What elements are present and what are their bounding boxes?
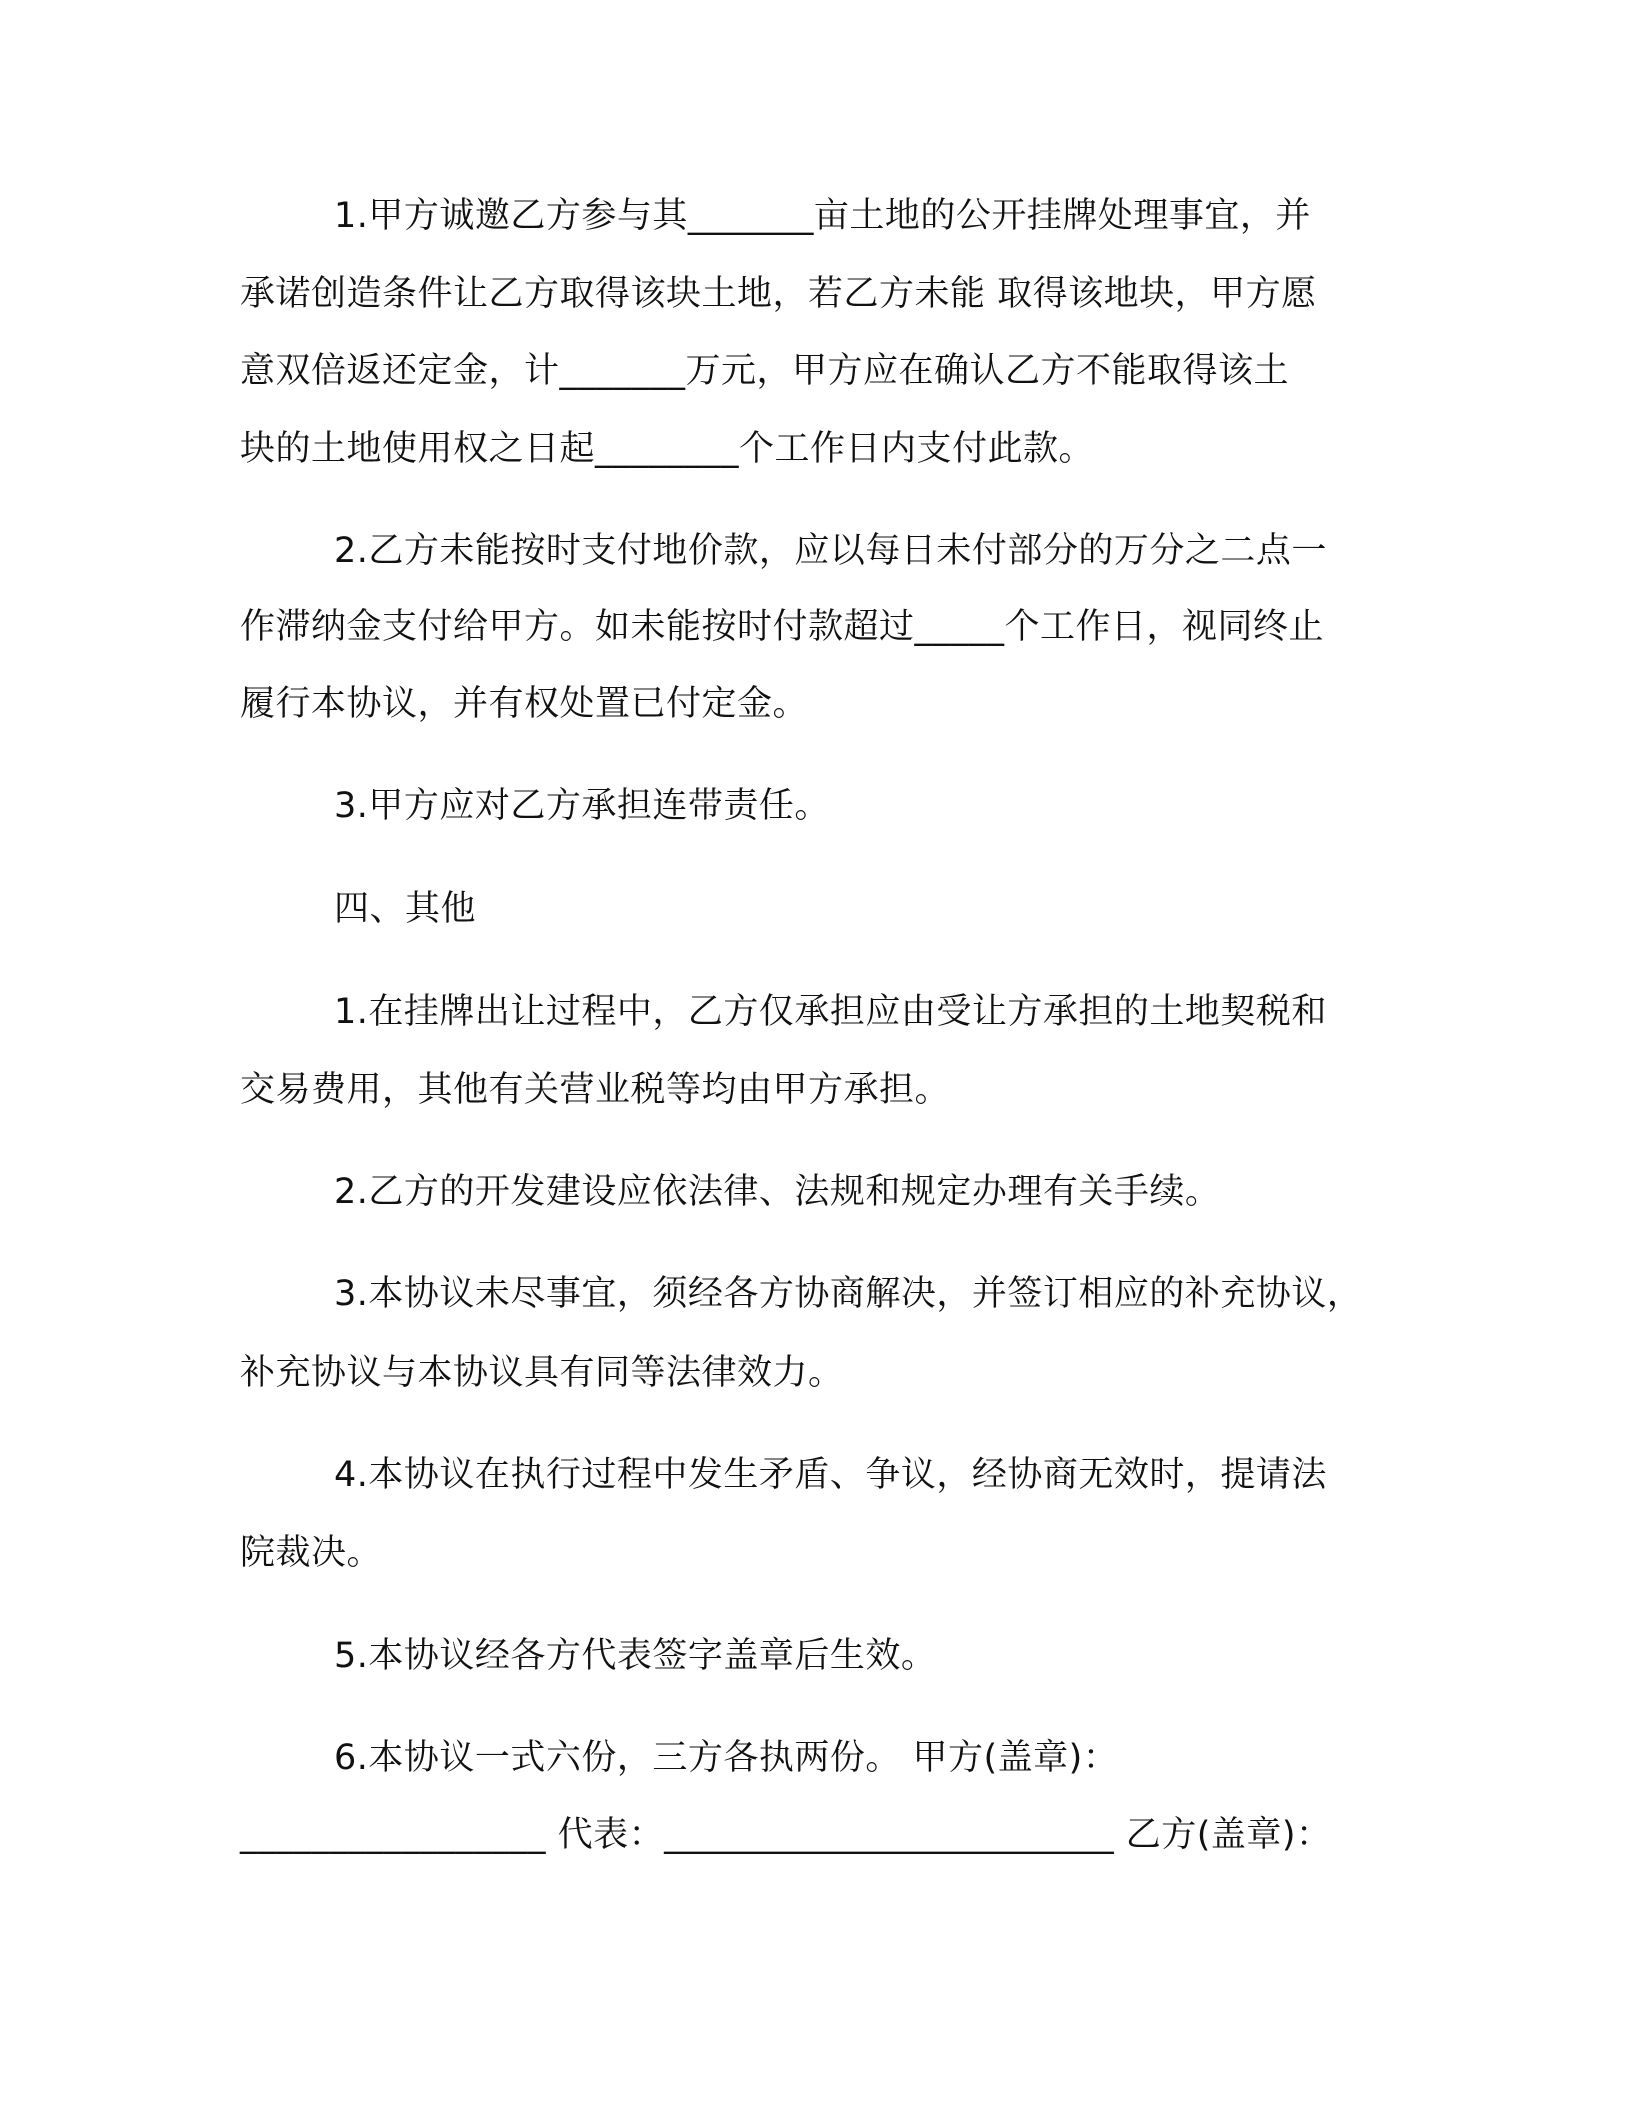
clause-4-1-line-1: 1.在挂牌出让过程中，乙方仅承担应由受让方承担的土地契税和 xyxy=(334,992,1327,1032)
clause-4-6-line-1: 6.本协议一式六份，三方各执两份。 甲方(盖章)： xyxy=(334,1738,1119,1778)
section-heading-other: 四、其他 xyxy=(334,889,477,929)
clause-4-5: 5.本协议经各方代表签字盖章后生效。 xyxy=(334,1636,937,1676)
clause-3-1-line-2: 承诺创造条件让乙方取得该块土地，若乙方未能 取得该地块，甲方愿 xyxy=(240,274,1317,314)
signature-line: _________________ 代表：_________________________ 乙方(盖章)： xyxy=(240,1815,1332,1855)
clause-4-4-line-2: 院裁决。 xyxy=(240,1533,383,1573)
clause-4-3-line-2: 补充协议与本协议具有同等法律效力。 xyxy=(240,1353,844,1393)
clause-3-1-line-3: 意双倍返还定金，计_______万元，甲方应在确认乙方不能取得该土 xyxy=(240,351,1290,391)
clause-3-2-line-1: 2.乙方未能按时支付地价款，应以每日未付部分的万分之二点一 xyxy=(334,531,1327,571)
clause-3-2-line-2: 作滞纳金支付给甲方。如未能按时付款超过_____个工作日，视同终止 xyxy=(240,607,1325,647)
clause-3-1-line-1: 1.甲方诚邀乙方参与其_______亩土地的公开挂牌处理事宜，并 xyxy=(334,196,1311,236)
clause-4-4-line-1: 4.本协议在执行过程中发生矛盾、争议，经协商无效时，提请法 xyxy=(334,1455,1327,1495)
clause-3-2-line-3: 履行本协议，并有权处置已付定金。 xyxy=(240,684,809,724)
clause-4-1-line-2: 交易费用，其他有关营业税等均由甲方承担。 xyxy=(240,1070,951,1110)
clause-3-1-line-4: 块的土地使用权之日起________个工作日内支付此款。 xyxy=(240,429,1095,469)
clause-3-3: 3.甲方应对乙方承担连带责任。 xyxy=(334,786,830,826)
clause-4-3-line-1: 3.本协议未尽事宜，须经各方协商解决，并签订相应的补充协议， xyxy=(334,1274,1363,1314)
clause-4-2: 2.乙方的开发建设应依法律、法规和规定办理有关手续。 xyxy=(334,1172,1221,1212)
